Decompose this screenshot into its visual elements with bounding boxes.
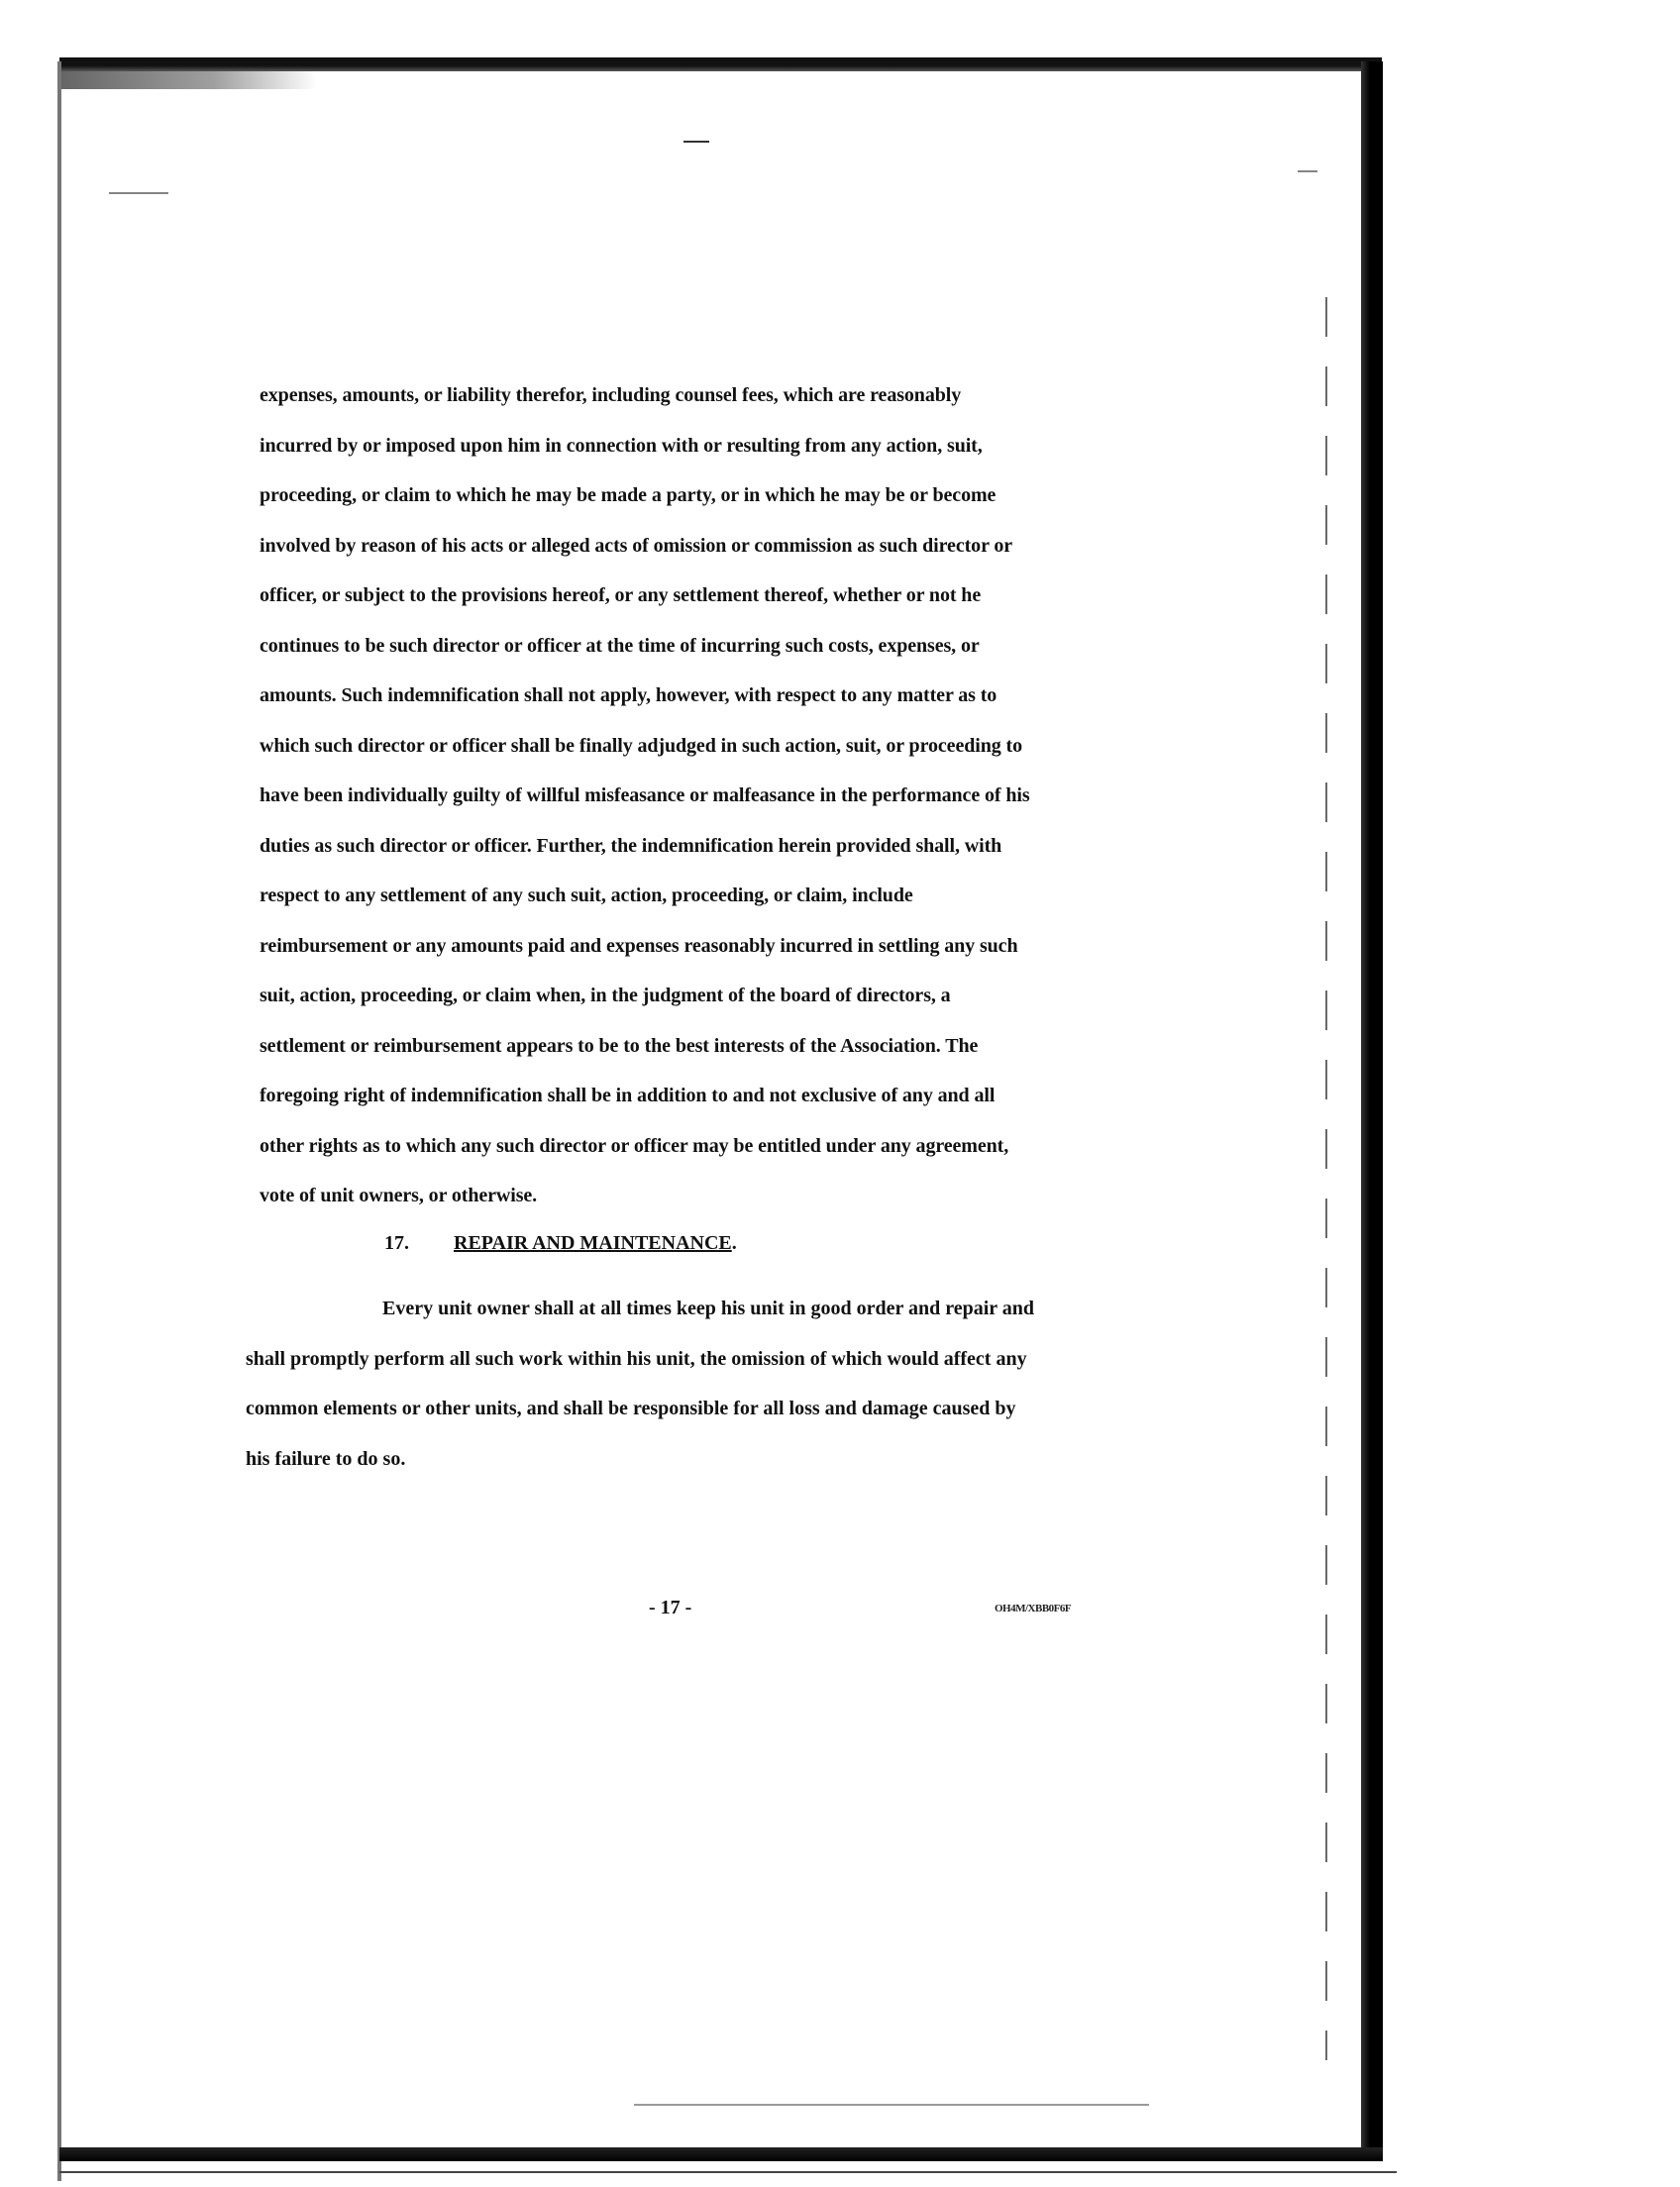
text-line: proceeding, or claim to which he may be made a party, or in which he may be or become [260,484,997,506]
text-line: incurred by or imposed upon him in connection with or resulting from any action, suit, [260,434,983,457]
section-number: 17. [384,1232,409,1254]
section-title: REPAIR AND MAINTENANCE [454,1232,732,1254]
text-line: settlement or reimbursement appears to be to the best interests of the Association. The [260,1034,979,1057]
section-paragraph [246,1284,1137,1484]
text-line: vote of unit owners, or otherwise. [260,1185,538,1206]
scan-smudge [59,71,317,89]
section-title-period: . [731,1232,737,1254]
page-number: - 17 - [649,1597,692,1618]
text-line: suit, action, proceeding, or claim when, in the judgment of the board of directors, a [260,985,951,1006]
document-code: OH4M/XBB0F6F [995,1603,1072,1614]
body-paragraph [260,370,1131,1221]
scan-speck [634,2104,1149,2106]
scan-border-bottom [59,2147,1383,2161]
text-line: have been individually guilty of willful misfeasance or malfeasance in the performance of his [260,784,1030,806]
scan-speck [109,192,168,194]
scan-border-right [1361,61,1383,2147]
text-line: expenses, amounts, or liability therefor, including counsel fees, which are reasonably [260,384,962,406]
text-line: Every unit owner shall at all times keep his unit in good order and repair and [382,1298,1035,1319]
text-line: foregoing right of indemnification shall be in addition to and not exclusive of any and all [260,1085,996,1106]
text-line: common elements or other units, and shall be responsible for all loss and damage caused by [246,1398,1016,1419]
text-line: his failure to do so. [246,1447,406,1470]
scan-margin-marks [1325,297,1327,2060]
scan-border-left [57,61,61,2181]
text-line: amounts. Such indemnification shall not apply, however, with respect to any matter as to [260,684,998,706]
text-line: reimbursement or any amounts paid and expenses reasonably incurred in settling any such [260,934,1018,957]
text-line: other rights as to which any such director or officer may be entitled under any agreement, [260,1134,1009,1157]
scan-border-top [59,57,1382,71]
scan-speck [1298,170,1317,172]
text-line: continues to be such director or officer at the time of incurring such costs, expenses, or [260,634,980,657]
text-line: officer, or subject to the provisions hereof, or any settlement thereof, whether or not he [260,584,982,606]
text-line: which such director or officer shall be finally adjudged in such action, suit, or proceeding to [260,734,1022,757]
text-line: respect to any settlement of any such suit, action, proceeding, or claim, include [260,885,913,906]
text-line: involved by reason of his acts or alleged acts of omission or commission as such director or [260,534,1013,557]
scan-speck [683,141,709,143]
scan-bottom-line [59,2171,1397,2173]
text-line: shall promptly perform all such work within his unit, the omission of which would affect any [246,1347,1027,1370]
text-line: duties as such director or officer. Further, the indemnification herein provided shall, with [260,834,1002,857]
section-heading [384,1232,737,1255]
